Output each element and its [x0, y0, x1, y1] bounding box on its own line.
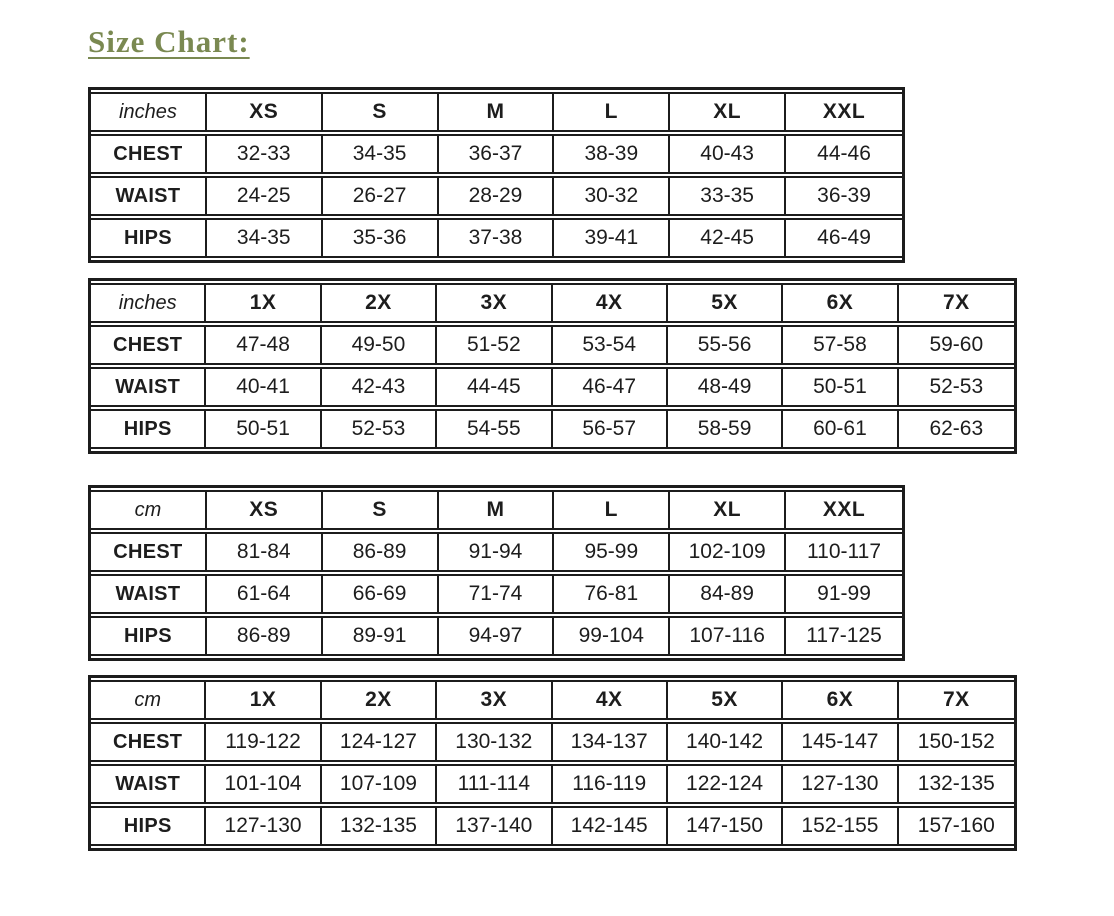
- size-value-cell: 46-49: [786, 218, 902, 258]
- size-value-cell: 50-51: [206, 409, 321, 449]
- size-value-cell: 48-49: [668, 367, 783, 407]
- size-value-cell: 107-109: [322, 764, 437, 804]
- measure-label: HIPS: [91, 806, 206, 846]
- size-value-cell: 134-137: [553, 722, 668, 762]
- size-value-cell: 53-54: [553, 325, 668, 365]
- unit-header: cm: [91, 680, 206, 720]
- page-title: Size Chart:: [88, 24, 250, 59]
- size-header: S: [323, 490, 439, 530]
- size-value-cell: 58-59: [668, 409, 783, 449]
- table-row: [91, 616, 902, 656]
- size-value-cell: 55-56: [668, 325, 783, 365]
- size-value-cell: 47-48: [206, 325, 321, 365]
- size-value-cell: 157-160: [899, 806, 1014, 846]
- size-header: L: [554, 490, 670, 530]
- size-value-cell: 94-97: [439, 616, 555, 656]
- size-value-cell: 34-35: [323, 134, 439, 174]
- table-row: [91, 764, 1014, 804]
- size-header: 6X: [783, 680, 898, 720]
- size-value-cell: 52-53: [322, 409, 437, 449]
- measure-label: CHEST: [91, 722, 206, 762]
- size-value-cell: 40-43: [670, 134, 786, 174]
- size-value-cell: 42-45: [670, 218, 786, 258]
- size-value-cell: 81-84: [207, 532, 323, 572]
- unit-header: inches: [91, 283, 206, 323]
- size-header: 4X: [553, 680, 668, 720]
- size-value-cell: 101-104: [206, 764, 321, 804]
- size-table-cm-standard: [88, 485, 905, 661]
- size-value-cell: 137-140: [437, 806, 552, 846]
- size-header: XS: [207, 490, 323, 530]
- size-value-cell: 132-135: [899, 764, 1014, 804]
- size-value-cell: 54-55: [437, 409, 552, 449]
- size-header: XS: [207, 92, 323, 132]
- size-value-cell: 59-60: [899, 325, 1014, 365]
- size-value-cell: 111-114: [437, 764, 552, 804]
- size-header: 5X: [668, 680, 783, 720]
- size-value-cell: 26-27: [323, 176, 439, 216]
- table-row: [91, 176, 902, 216]
- size-value-cell: 44-45: [437, 367, 552, 407]
- size-header: 7X: [899, 283, 1014, 323]
- size-header: 1X: [206, 680, 321, 720]
- table-row: [91, 532, 902, 572]
- measure-label: HIPS: [91, 616, 207, 656]
- size-value-cell: 119-122: [206, 722, 321, 762]
- size-value-cell: 127-130: [783, 764, 898, 804]
- size-value-cell: 24-25: [207, 176, 323, 216]
- size-value-cell: 95-99: [554, 532, 670, 572]
- size-value-cell: 57-58: [783, 325, 898, 365]
- size-header: 6X: [783, 283, 898, 323]
- size-header: 7X: [899, 680, 1014, 720]
- header-row: [91, 680, 1014, 720]
- size-value-cell: 150-152: [899, 722, 1014, 762]
- size-header: 3X: [437, 680, 552, 720]
- size-value-cell: 71-74: [439, 574, 555, 614]
- size-table-inches-standard: [88, 87, 905, 263]
- measure-label: WAIST: [91, 367, 206, 407]
- size-header: M: [439, 490, 555, 530]
- table-row: [91, 367, 1014, 407]
- size-header: L: [554, 92, 670, 132]
- measure-label: HIPS: [91, 409, 206, 449]
- size-value-cell: 46-47: [553, 367, 668, 407]
- size-header: 2X: [322, 680, 437, 720]
- measure-label: HIPS: [91, 218, 207, 258]
- size-value-cell: 107-116: [670, 616, 786, 656]
- size-value-cell: 49-50: [322, 325, 437, 365]
- measure-label: CHEST: [91, 134, 207, 174]
- size-value-cell: 86-89: [323, 532, 439, 572]
- size-value-cell: 37-38: [439, 218, 555, 258]
- size-header: 1X: [206, 283, 321, 323]
- table-row: [91, 218, 902, 258]
- size-value-cell: 39-41: [554, 218, 670, 258]
- size-value-cell: 127-130: [206, 806, 321, 846]
- size-value-cell: 60-61: [783, 409, 898, 449]
- size-value-cell: 34-35: [207, 218, 323, 258]
- measure-label: WAIST: [91, 574, 207, 614]
- size-header: XXL: [786, 490, 902, 530]
- size-header: S: [323, 92, 439, 132]
- size-value-cell: 44-46: [786, 134, 902, 174]
- size-value-cell: 52-53: [899, 367, 1014, 407]
- size-value-cell: 117-125: [786, 616, 902, 656]
- measure-label: CHEST: [91, 532, 207, 572]
- size-value-cell: 142-145: [553, 806, 668, 846]
- size-header: XL: [670, 92, 786, 132]
- measure-label: CHEST: [91, 325, 206, 365]
- size-value-cell: 62-63: [899, 409, 1014, 449]
- size-value-cell: 86-89: [207, 616, 323, 656]
- size-table-cm-plus: [88, 675, 1017, 851]
- size-value-cell: 32-33: [207, 134, 323, 174]
- size-value-cell: 36-39: [786, 176, 902, 216]
- size-header: XXL: [786, 92, 902, 132]
- size-value-cell: 30-32: [554, 176, 670, 216]
- table-row: [91, 722, 1014, 762]
- size-value-cell: 51-52: [437, 325, 552, 365]
- size-value-cell: 152-155: [783, 806, 898, 846]
- size-value-cell: 38-39: [554, 134, 670, 174]
- header-row: [91, 490, 902, 530]
- size-value-cell: 36-37: [439, 134, 555, 174]
- size-value-cell: 66-69: [323, 574, 439, 614]
- size-value-cell: 147-150: [668, 806, 783, 846]
- size-value-cell: 35-36: [323, 218, 439, 258]
- size-value-cell: 91-94: [439, 532, 555, 572]
- size-table-inches-plus: [88, 278, 1017, 454]
- size-value-cell: 99-104: [554, 616, 670, 656]
- unit-header: inches: [91, 92, 207, 132]
- size-value-cell: 76-81: [554, 574, 670, 614]
- size-header: 2X: [322, 283, 437, 323]
- size-value-cell: 33-35: [670, 176, 786, 216]
- size-header: M: [439, 92, 555, 132]
- size-value-cell: 50-51: [783, 367, 898, 407]
- size-value-cell: 61-64: [207, 574, 323, 614]
- size-value-cell: 102-109: [670, 532, 786, 572]
- size-value-cell: 130-132: [437, 722, 552, 762]
- size-value-cell: 56-57: [553, 409, 668, 449]
- size-value-cell: 42-43: [322, 367, 437, 407]
- size-value-cell: 28-29: [439, 176, 555, 216]
- size-value-cell: 116-119: [553, 764, 668, 804]
- unit-header: cm: [91, 490, 207, 530]
- table-row: [91, 574, 902, 614]
- size-value-cell: 40-41: [206, 367, 321, 407]
- table-row: [91, 325, 1014, 365]
- table-row: [91, 134, 902, 174]
- size-value-cell: 110-117: [786, 532, 902, 572]
- size-header: 4X: [553, 283, 668, 323]
- table-row: [91, 409, 1014, 449]
- table-row: [91, 806, 1014, 846]
- size-value-cell: 145-147: [783, 722, 898, 762]
- size-value-cell: 140-142: [668, 722, 783, 762]
- size-value-cell: 84-89: [670, 574, 786, 614]
- measure-label: WAIST: [91, 176, 207, 216]
- measure-label: WAIST: [91, 764, 206, 804]
- size-value-cell: 122-124: [668, 764, 783, 804]
- size-header: 5X: [668, 283, 783, 323]
- size-value-cell: 124-127: [322, 722, 437, 762]
- header-row: [91, 283, 1014, 323]
- size-header: 3X: [437, 283, 552, 323]
- size-header: XL: [670, 490, 786, 530]
- size-value-cell: 89-91: [323, 616, 439, 656]
- size-value-cell: 132-135: [322, 806, 437, 846]
- header-row: [91, 92, 902, 132]
- size-value-cell: 91-99: [786, 574, 902, 614]
